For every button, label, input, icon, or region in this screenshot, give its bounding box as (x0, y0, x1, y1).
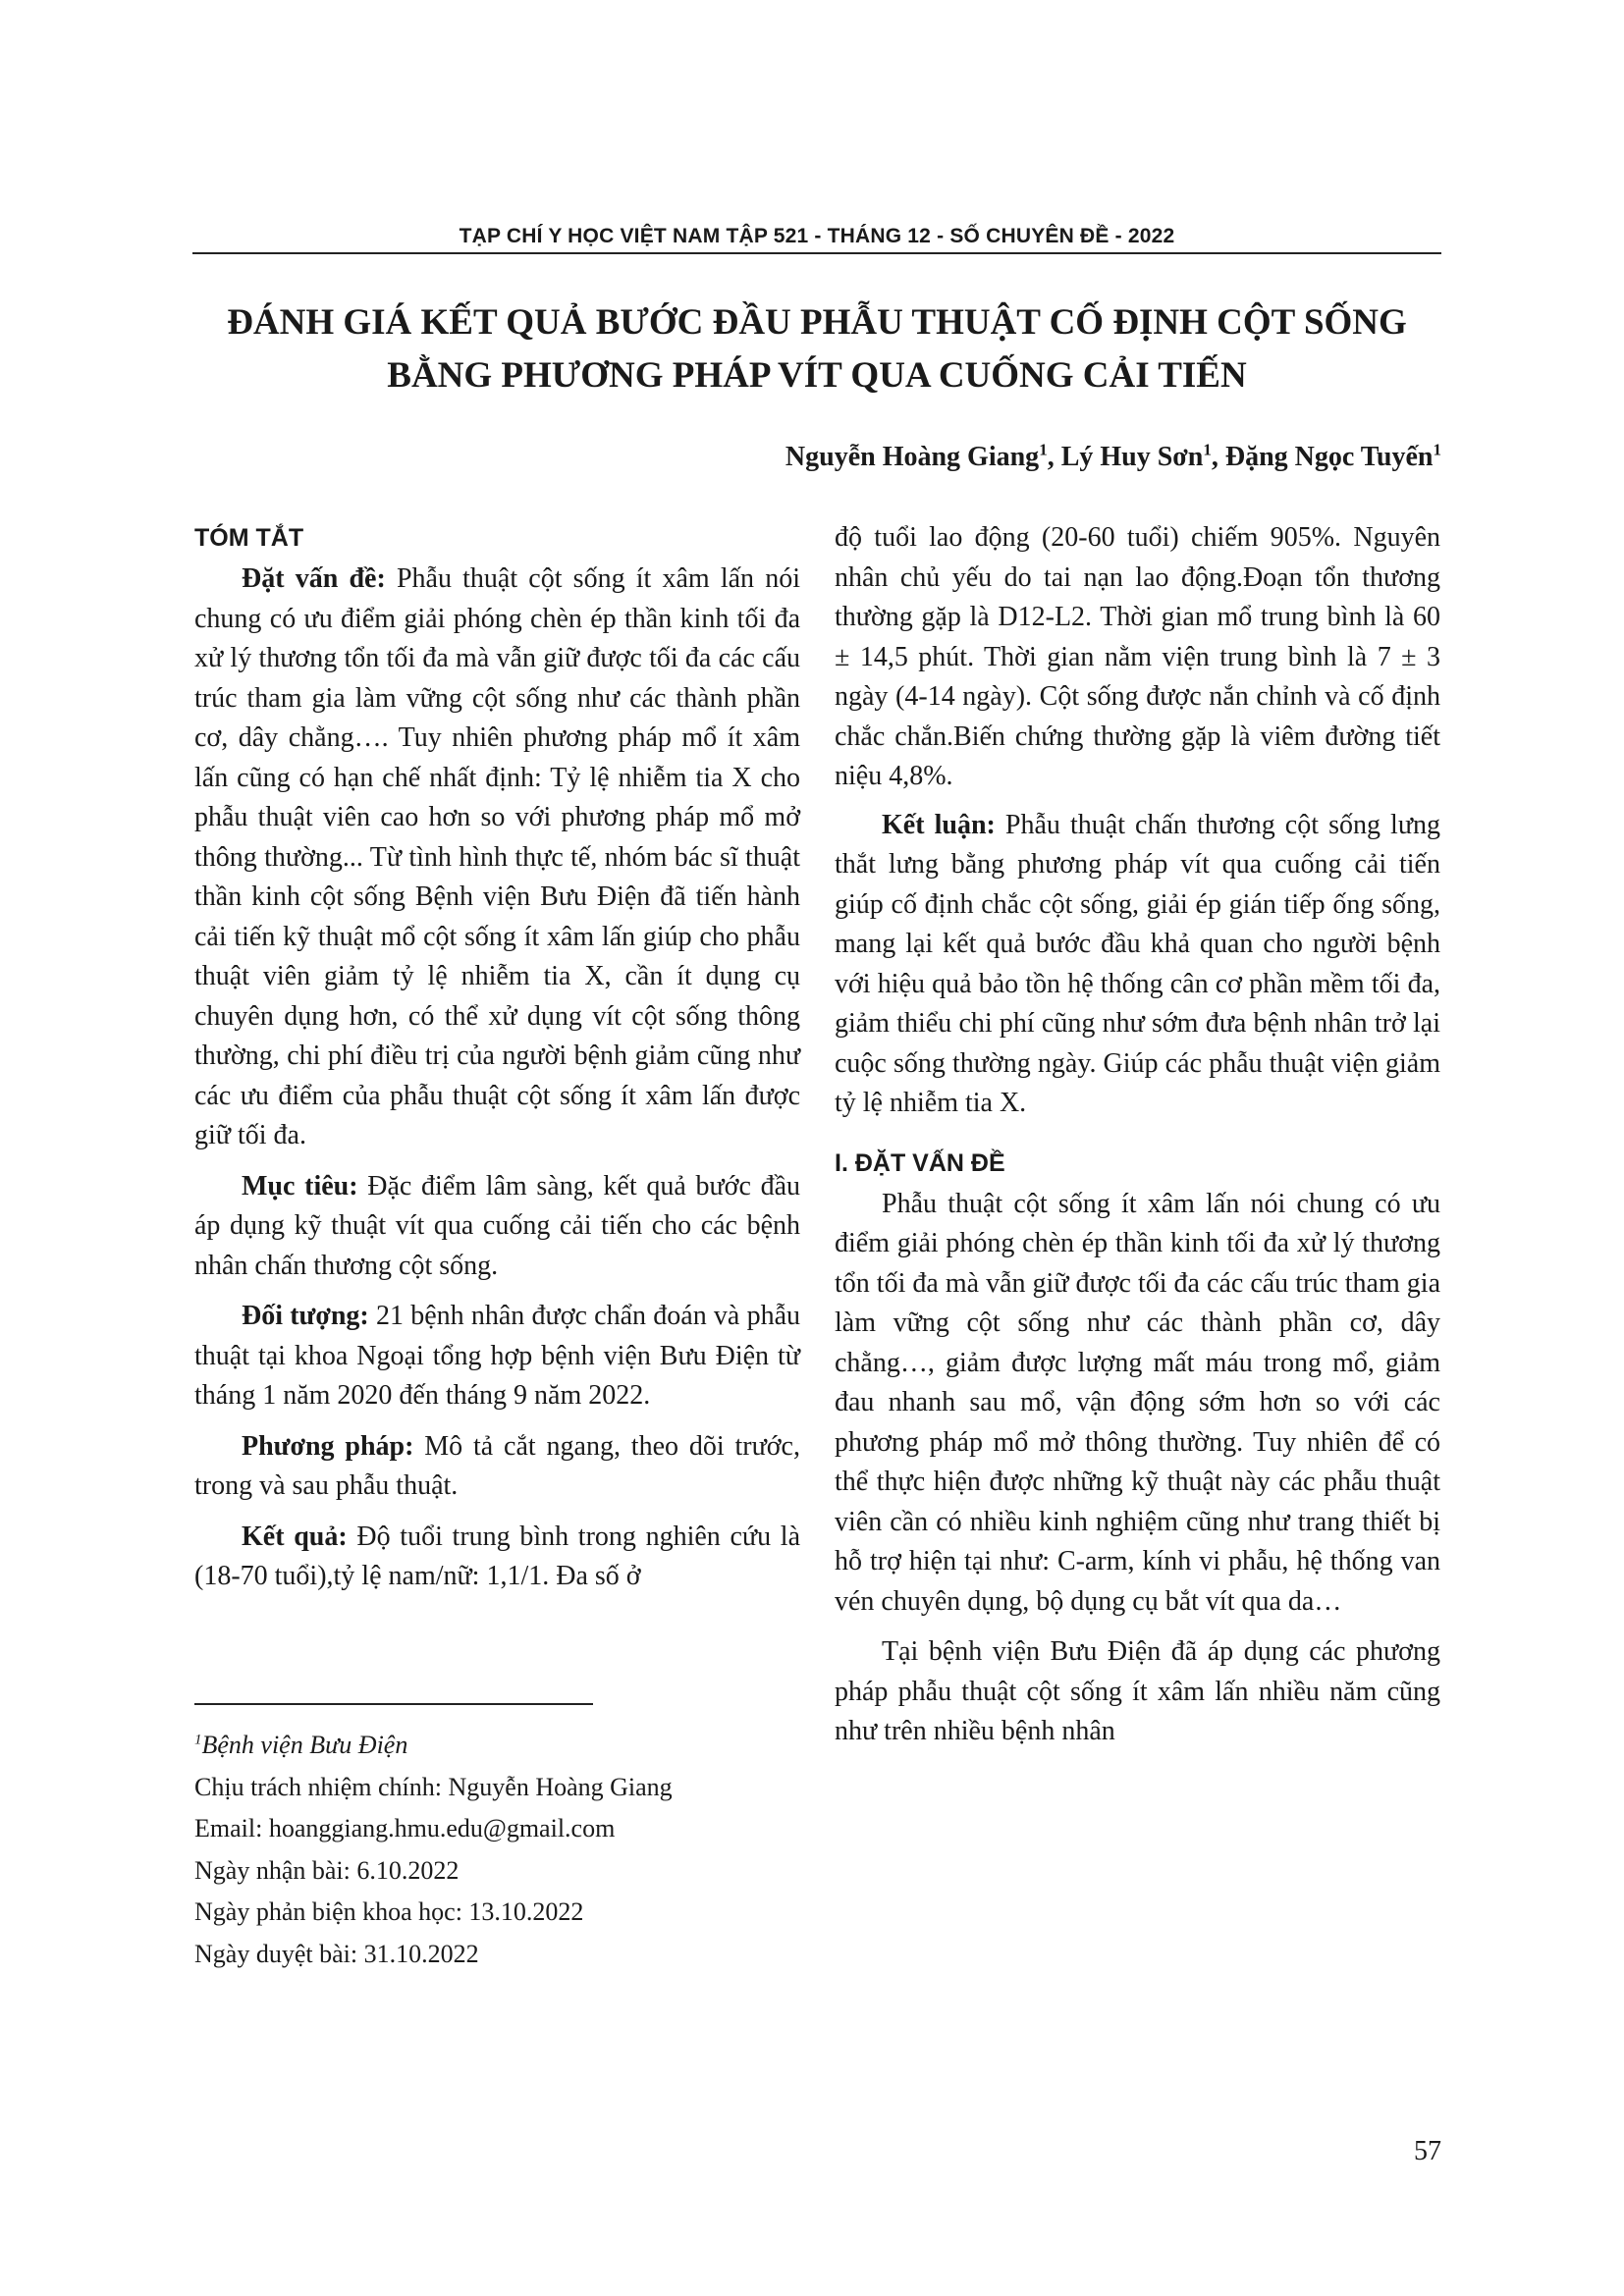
author-name: Lý Huy Sơn (1060, 442, 1204, 472)
title-line-1: ĐÁNH GIÁ KẾT QUẢ BƯỚC ĐẦU PHẪU THUẬT CỐ ĐỊNH CỘT SỐNG (227, 302, 1407, 343)
background-text: Phẫu thuật cột sống ít xâm lấn nói chung có ưu điểm giải phóng chèn ép thần kinh tối đa xử lý thương tổn tối đa mà vẫn giữ được tối đa các cấu trúc tham gia làm vững cột sống như các thành phần cơ, dây chằng…. Tuy nhiên phương pháp mổ ít xâm lấn cũng có hạn chế nhất định: Tỷ lệ nhiễm tia X cho phẫu thuật viên cao hơn so với phương pháp mổ mở thông thường... Từ tình hình thực tế, nhóm bác sĩ thuật thần kinh cột sống Bệnh viện Bưu Điện đã tiến hành cải tiến kỹ thuật mổ cột sống ít xâm lấn giúp cho phẫu thuật viên giảm tỷ lệ nhiễm tia X, cần ít dụng cụ chuyên dụng hơn, có thể xử dụng vít cột sống thông thường, chi phí điều trị của người bệnh giảm cũng như các ưu điểm của phẫu thuật cột sống ít xâm lấn được giữ tối đa. (194, 563, 801, 1150)
author-affiliation-mark: 1 (1039, 440, 1048, 459)
left-column (194, 518, 800, 1608)
abstract-methods (194, 1427, 800, 1507)
objective-label: Mục tiêu: (242, 1170, 358, 1201)
abstract-background (194, 560, 800, 1156)
author-affiliation-mark: 1 (1433, 440, 1441, 459)
objective-text: Đặc điểm lâm sàng, kết quả bước đầu áp dụng kỹ thuật vít qua cuống cải tiến cho các bệnh nhân chấn thương cột sống. (194, 1170, 800, 1281)
abstract-results-start (194, 1518, 800, 1597)
conclusion-label: Kết luận: (882, 809, 996, 840)
right-column (835, 518, 1440, 1763)
methods-text: Mô tả cắt ngang, theo dõi trước, trong và sau phẫu thuật. (194, 1430, 800, 1501)
journal-header: TẠP CHÍ Y HỌC VIỆT NAM TẬP 521 - THÁNG 12 - SỐ CHUYÊN ĐỀ - 2022 (459, 225, 1175, 247)
subjects-label: Đối tượng: (242, 1301, 369, 1331)
section-paragraph: Phẫu thuật cột sống ít xâm lấn nói chung có ưu điểm giải phóng chèn ép thần kinh tối đa xử lý thương tổn tối đa mà vẫn giữ được tối đa các cấu trúc tham gia làm vững cột sống như các thành phần cơ, dây chằng…, giảm được lượng mất máu trong mổ, giảm đau nhanh sau mổ, vận động sớm hơn so với các phương pháp mổ mở thông thường. Tuy nhiên để có thể thực hiện được những kỹ thuật này các phẫu thuật viên cần có nhiều kinh nghiệm cũng như trang thiết bị hỗ trợ hiện tại như: C-arm, kính vi phẫu, hệ thống van vén chuyên dụng, bộ dụng cụ bắt vít qua da… (835, 1188, 1440, 1617)
footnotes (194, 1725, 673, 1975)
page-number: 57 (1414, 2136, 1441, 2166)
subjects-text: 21 bệnh nhân được chẩn đoán và phẫu thuật tại khoa Ngoại tổng hợp bệnh viện Bưu Điện từ tháng 1 năm 2020 đến tháng 9 năm 2022. (194, 1301, 801, 1411)
abstract-objective (194, 1167, 800, 1287)
section-heading: I. ĐẶT VẤN ĐỀ (835, 1148, 1005, 1177)
author-separator: , (1211, 442, 1225, 472)
header-divider (192, 252, 1441, 254)
abstract-results-continued: độ tuổi lao động (20-60 tuổi) chiếm 905%. Nguyên nhân chủ yếu do tai nạn lao động.Đoạn tổn thương thường gặp là D12-L2. Thời gian mổ trung bình là 60 ± 14,5 phút. Thời gian nằm viện trung bình là 7 ± 3 ngày (4-14 ngày). Cột sống được nắn chỉnh và cố định chắc chắn.Biến chứng thường gặp là viêm đường tiết niệu 4,8%. (835, 522, 1440, 791)
author-list (785, 442, 1441, 473)
affiliation-note (194, 1725, 673, 1767)
article-title (192, 296, 1441, 402)
results-text: Độ tuổi trung bình trong nghiên cứu là (18-70 tuổi),tỷ lệ nam/nữ: 1,1/1. Đa số ở (194, 1521, 801, 1591)
author-separator: , (1047, 442, 1061, 472)
corresponding-author: Chịu trách nhiệm chính: Nguyễn Hoàng Giang (194, 1772, 673, 1801)
methods-label: Phương pháp: (242, 1430, 414, 1462)
abstract-heading: TÓM TẮT (194, 524, 304, 552)
abstract-subjects (194, 1297, 800, 1416)
review-date: Ngày phản biện khoa học: 13.10.2022 (194, 1897, 584, 1926)
results-label: Kết quả: (242, 1521, 348, 1552)
received-date: Ngày nhận bài: 6.10.2022 (194, 1855, 460, 1885)
affiliation-mark: 1 (194, 1732, 202, 1748)
background-label: Đặt vấn đề: (242, 563, 386, 594)
conclusion-text: Phẫu thuật chấn thương cột sống lưng thắt lưng bằng phương pháp vít qua cuống cải tiến giúp cố định chắc cột sống, giải ép gián tiếp ống sống, mang lại kết quả bước đầu khả quan cho người bệnh với hiệu quả bảo tồn hệ thống cân cơ phần mềm tối đa, giảm thiểu chi phí cũng như sớm đưa bệnh nhân trở lại cuộc sống thường ngày. Giúp các phẫu thuật viện giảm tỷ lệ nhiễm tia X. (835, 809, 1440, 1118)
author-affiliation-mark: 1 (1203, 440, 1212, 459)
contact-email: Email: hoanggiang.hmu.edu@gmail.com (194, 1814, 616, 1842)
accepted-date: Ngày duyệt bài: 31.10.2022 (194, 1939, 479, 1968)
section-paragraph: Tại bệnh viện Bưu Điện đã áp dụng các phương pháp phẫu thuật cột sống ít xâm lấn nhiều năm cũng như trên nhiều bệnh nhân (835, 1636, 1440, 1746)
footnote-divider (194, 1703, 593, 1705)
title-line-2: BẰNG PHƯƠNG PHÁP VÍT QUA CUỐNG CẢI TIẾN (387, 355, 1247, 396)
affiliation-text: Bệnh viện Bưu Điện (201, 1731, 408, 1759)
author-name: Đặng Ngọc Tuyến (1224, 442, 1434, 472)
abstract-conclusion (835, 806, 1440, 1124)
author-name: Nguyễn Hoàng Giang (785, 442, 1040, 472)
